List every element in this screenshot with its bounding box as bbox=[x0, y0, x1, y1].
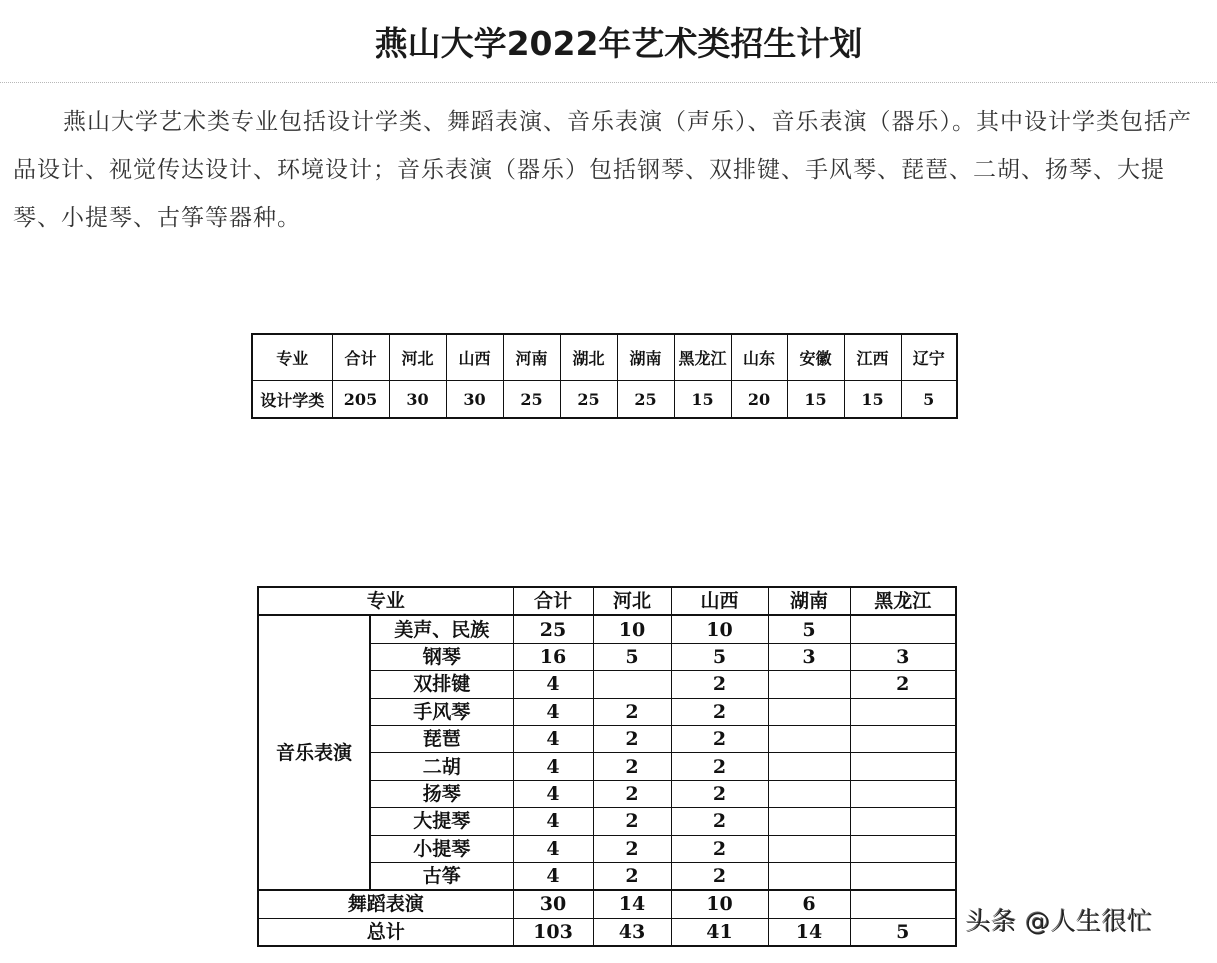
row-label: 钢琴 bbox=[370, 643, 513, 670]
cell: 25 bbox=[617, 381, 674, 419]
cell: 4 bbox=[513, 671, 593, 698]
cell bbox=[850, 808, 956, 835]
title-divider bbox=[0, 82, 1217, 83]
design-quota-table bbox=[251, 333, 958, 419]
cell bbox=[768, 808, 850, 835]
watermark: 头条 @人生很忙 bbox=[966, 907, 1153, 936]
cell bbox=[850, 698, 956, 725]
cell bbox=[768, 725, 850, 752]
cell: 10 bbox=[593, 615, 671, 643]
cell: 41 bbox=[671, 918, 768, 946]
cell: 25 bbox=[560, 381, 617, 419]
cell: 2 bbox=[593, 862, 671, 890]
cell: 14 bbox=[593, 890, 671, 918]
cell bbox=[850, 890, 956, 918]
cell: 2 bbox=[671, 698, 768, 725]
row-label: 琵琶 bbox=[370, 725, 513, 752]
row-label: 美声、民族 bbox=[370, 615, 513, 643]
cell: 5 bbox=[671, 643, 768, 670]
cell bbox=[593, 671, 671, 698]
cell: 20 bbox=[731, 381, 787, 419]
cell bbox=[768, 698, 850, 725]
header-hebei: 河北 bbox=[593, 587, 671, 615]
cell: 25 bbox=[503, 381, 560, 419]
cell: 2 bbox=[593, 753, 671, 780]
header-cell: 山东 bbox=[731, 334, 787, 381]
row-label: 扬琴 bbox=[370, 780, 513, 807]
cell: 30 bbox=[513, 890, 593, 918]
cell: 30 bbox=[389, 381, 446, 419]
cell: 16 bbox=[513, 643, 593, 670]
cell: 5 bbox=[768, 615, 850, 643]
table-row-dance bbox=[258, 890, 956, 918]
cell: 5 bbox=[901, 381, 957, 419]
cell: 6 bbox=[768, 890, 850, 918]
cell: 2 bbox=[593, 698, 671, 725]
header-cell: 湖南 bbox=[617, 334, 674, 381]
music-dance-quota-table bbox=[257, 586, 957, 947]
cell: 5 bbox=[850, 918, 956, 946]
cell: 2 bbox=[671, 671, 768, 698]
cell bbox=[850, 753, 956, 780]
cell bbox=[850, 615, 956, 643]
cell: 4 bbox=[513, 753, 593, 780]
row-label: 舞蹈表演 bbox=[258, 890, 513, 918]
row-label: 小提琴 bbox=[370, 835, 513, 862]
cell bbox=[850, 862, 956, 890]
cell bbox=[768, 862, 850, 890]
cell bbox=[850, 835, 956, 862]
row-label: 古筝 bbox=[370, 862, 513, 890]
cell bbox=[768, 753, 850, 780]
cell: 2 bbox=[593, 725, 671, 752]
cell: 14 bbox=[768, 918, 850, 946]
cell bbox=[768, 671, 850, 698]
row-label: 二胡 bbox=[370, 753, 513, 780]
table-header-row bbox=[252, 334, 957, 381]
header-heilongjiang: 黑龙江 bbox=[850, 587, 956, 615]
cell: 4 bbox=[513, 808, 593, 835]
row-label: 大提琴 bbox=[370, 808, 513, 835]
header-cell: 安徽 bbox=[787, 334, 844, 381]
table-header-row bbox=[258, 587, 956, 615]
header-shanxi: 山西 bbox=[671, 587, 768, 615]
header-cell: 河南 bbox=[503, 334, 560, 381]
cell: 15 bbox=[844, 381, 901, 419]
header-cell: 湖北 bbox=[560, 334, 617, 381]
header-cell: 山西 bbox=[446, 334, 503, 381]
page-title: 燕山大学2022年艺术类招生计划 bbox=[374, 24, 863, 63]
cell: 4 bbox=[513, 835, 593, 862]
header-cell: 河北 bbox=[389, 334, 446, 381]
cell: 25 bbox=[513, 615, 593, 643]
header-major: 专业 bbox=[258, 587, 513, 615]
header-cell: 合计 bbox=[332, 334, 389, 381]
group-label-music: 音乐表演 bbox=[258, 615, 370, 890]
cell: 2 bbox=[671, 835, 768, 862]
cell: 10 bbox=[671, 890, 768, 918]
cell: 2 bbox=[593, 780, 671, 807]
cell: 43 bbox=[593, 918, 671, 946]
table-row bbox=[258, 615, 956, 643]
header-total: 合计 bbox=[513, 587, 593, 615]
cell: 3 bbox=[768, 643, 850, 670]
cell bbox=[850, 725, 956, 752]
cell: 15 bbox=[674, 381, 731, 419]
table-row-total bbox=[258, 918, 956, 946]
intro-paragraph: 燕山大学艺术类专业包括设计学类、舞蹈表演、音乐表演（声乐）、音乐表演（器乐）。其中设计学类包括产品设计、视觉传达设计、环境设计；音乐表演（器乐）包括钢琴、双排键、手风琴、琵琶、二胡、扬琴、大提琴、小提琴、古筝等器种。 bbox=[13, 109, 1192, 231]
cell: 4 bbox=[513, 725, 593, 752]
cell: 2 bbox=[671, 780, 768, 807]
cell: 2 bbox=[850, 671, 956, 698]
cell: 4 bbox=[513, 698, 593, 725]
cell: 2 bbox=[671, 862, 768, 890]
header-cell: 辽宁 bbox=[901, 334, 957, 381]
cell: 2 bbox=[671, 808, 768, 835]
cell: 2 bbox=[593, 808, 671, 835]
header-cell: 专业 bbox=[252, 334, 332, 381]
row-label: 总计 bbox=[258, 918, 513, 946]
cell: 103 bbox=[513, 918, 593, 946]
row-label: 手风琴 bbox=[370, 698, 513, 725]
table-row bbox=[252, 381, 957, 419]
cell: 2 bbox=[671, 725, 768, 752]
cell: 10 bbox=[671, 615, 768, 643]
cell: 2 bbox=[593, 835, 671, 862]
header-cell: 黑龙江 bbox=[674, 334, 731, 381]
header-hunan: 湖南 bbox=[768, 587, 850, 615]
cell bbox=[768, 835, 850, 862]
cell: 3 bbox=[850, 643, 956, 670]
cell: 15 bbox=[787, 381, 844, 419]
cell: 2 bbox=[671, 753, 768, 780]
cell: 5 bbox=[593, 643, 671, 670]
row-label: 设计学类 bbox=[252, 381, 332, 419]
cell bbox=[768, 780, 850, 807]
row-label: 双排键 bbox=[370, 671, 513, 698]
header-cell: 江西 bbox=[844, 334, 901, 381]
cell: 4 bbox=[513, 862, 593, 890]
cell: 4 bbox=[513, 780, 593, 807]
cell: 30 bbox=[446, 381, 503, 419]
cell bbox=[850, 780, 956, 807]
cell: 205 bbox=[332, 381, 389, 419]
